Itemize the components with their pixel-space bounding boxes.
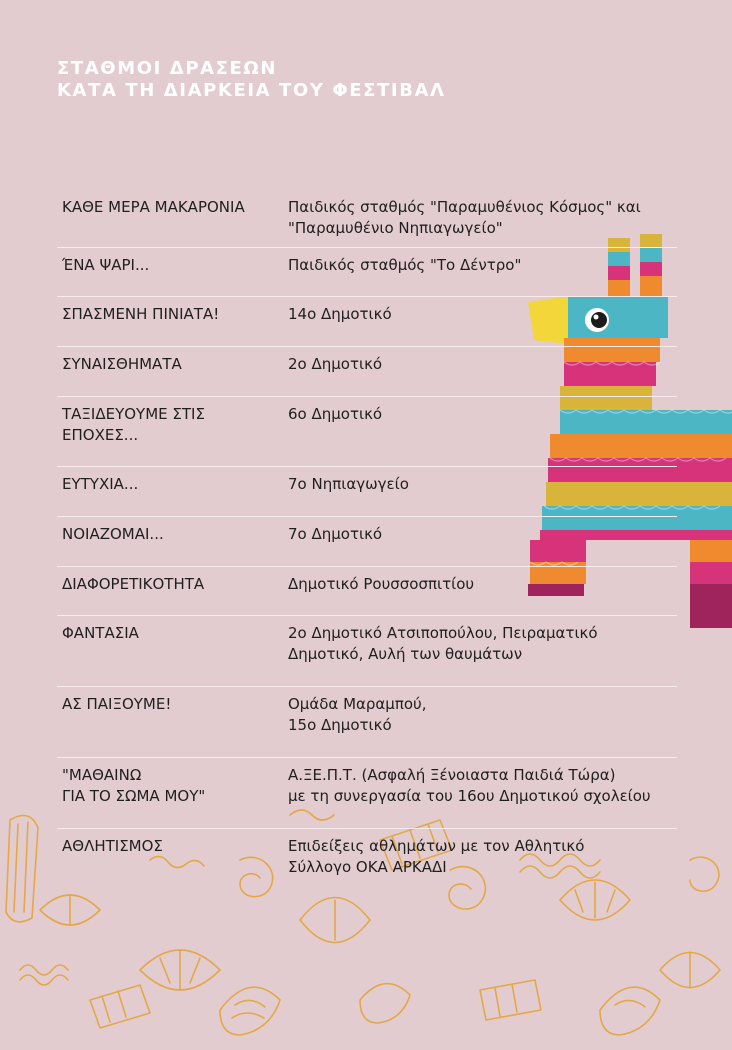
station-name: [62, 404, 288, 466]
station-name-line: ΑΘΛΗΤΙΣΜΟΣ: [62, 837, 163, 855]
station-name: [62, 524, 288, 566]
station-name: [62, 197, 288, 247]
station-location: [288, 304, 672, 346]
station-location-line: 2ο Δημοτικό Ατσιποπούλου, Πειραματικό: [288, 624, 598, 642]
station-location-line: Επιδείξεις αθλημάτων με τον Αθλητικό: [288, 837, 585, 855]
station-name: [62, 354, 288, 396]
table-row: [57, 567, 677, 616]
station-name-line: ΑΣ ΠΑΙΞΟΥΜΕ!: [62, 695, 172, 713]
station-name: [62, 255, 288, 296]
station-name-line: ΤΑΞΙΔΕΥΟΥΜΕ ΣΤΙΣ: [62, 405, 205, 423]
station-location-line: Παιδικός σταθμός "Παραμυθένιος Κόσμος" και: [288, 198, 641, 216]
station-location-line: Παιδικός σταθμός "Το Δέντρο": [288, 256, 522, 274]
station-location-line: 14ο Δημοτικό: [288, 305, 392, 323]
station-location: [288, 474, 672, 516]
station-location-line: 7ο Νηπιαγωγείο: [288, 475, 409, 493]
station-location: [288, 197, 672, 247]
station-name: [62, 574, 288, 615]
station-location-line: Ομάδα Μαραμπού,: [288, 695, 427, 713]
table-row: [57, 190, 677, 248]
table-row: [57, 467, 677, 517]
table-row: [57, 347, 677, 397]
station-location-line: 15ο Δημοτικό: [288, 716, 392, 734]
station-name-line: ΕΥΤΥΧΙΑ...: [62, 475, 139, 493]
station-location-line: Δημοτικό, Αυλή των θαυμάτων: [288, 645, 523, 663]
station-location-line: 6ο Δημοτικό: [288, 405, 383, 423]
station-name-line: ΈΝΑ ΨΑΡΙ...: [62, 256, 150, 274]
station-name-line: ΚΑΘΕ ΜΕΡΑ ΜΑΚΑΡΟΝΙΑ: [62, 198, 245, 216]
station-name-line: ΦΑΝΤΑΣΙΑ: [62, 624, 139, 642]
station-name-line: ΣΠΑΣΜΕΝΗ ΠΙΝΙΑΤΑ!: [62, 305, 220, 323]
title-line-2: ΚΑΤΑ ΤΗ ΔΙΑΡΚΕΙΑ ΤΟΥ ΦΕΣΤΙΒΑΛ: [57, 80, 446, 101]
station-name: [62, 765, 288, 828]
station-name: [62, 623, 288, 686]
station-location-line: με τη συνεργασία του 16ου Δημοτικού σχολείου: [288, 787, 651, 805]
table-row: [57, 829, 677, 889]
station-location: [288, 623, 672, 686]
station-name-line: ΝΟΙΑΖΟΜΑΙ...: [62, 525, 164, 543]
station-location: [288, 255, 672, 296]
station-location: [288, 354, 672, 396]
station-location-line: 2ο Δημοτικό: [288, 355, 383, 373]
table-row: [57, 397, 677, 467]
station-location: [288, 765, 672, 828]
station-location-line: 7ο Δημοτικό: [288, 525, 383, 543]
station-location-line: Α.ΞΕ.Π.Τ. (Ασφαλή Ξένοιαστα Παιδιά Τώρα): [288, 766, 616, 784]
table-row: [57, 687, 677, 758]
station-name: [62, 304, 288, 346]
station-name: [62, 474, 288, 516]
title-line-1: ΣΤΑΘΜΟΙ ΔΡΑΣΕΩΝ: [57, 58, 277, 79]
stations-table: [57, 190, 677, 889]
station-location: [288, 836, 672, 889]
table-row: [57, 517, 677, 567]
station-location: [288, 404, 672, 466]
station-name-line: ΣΥΝΑΙΣΘΗΜΑΤΑ: [62, 355, 182, 373]
station-name-line: ΓΙΑ ΤΟ ΣΩΜΑ ΜΟΥ": [62, 787, 206, 805]
table-row: [57, 297, 677, 347]
table-row: [57, 758, 677, 829]
table-row: [57, 616, 677, 687]
station-location-line: Σύλλογο ΟΚΑ ΑΡΚΑΔΙ: [288, 858, 447, 876]
station-name-line: "ΜΑΘΑΙΝΩ: [62, 766, 142, 784]
station-location: [288, 574, 672, 615]
station-name-line: ΕΠΟΧΕΣ...: [62, 426, 139, 444]
station-location: [288, 524, 672, 566]
station-name: [62, 836, 288, 889]
station-name-line: ΔΙΑΦΟΡΕΤΙΚΟΤΗΤΑ: [62, 575, 205, 593]
table-row: [57, 248, 677, 297]
page-title: [57, 58, 446, 102]
station-location: [288, 694, 672, 757]
station-name: [62, 694, 288, 757]
station-location-line: Δημοτικό Ρουσσοσπιτίου: [288, 575, 475, 593]
station-location-line: "Παραμυθένιο Νηπιαγωγείο": [288, 219, 503, 237]
